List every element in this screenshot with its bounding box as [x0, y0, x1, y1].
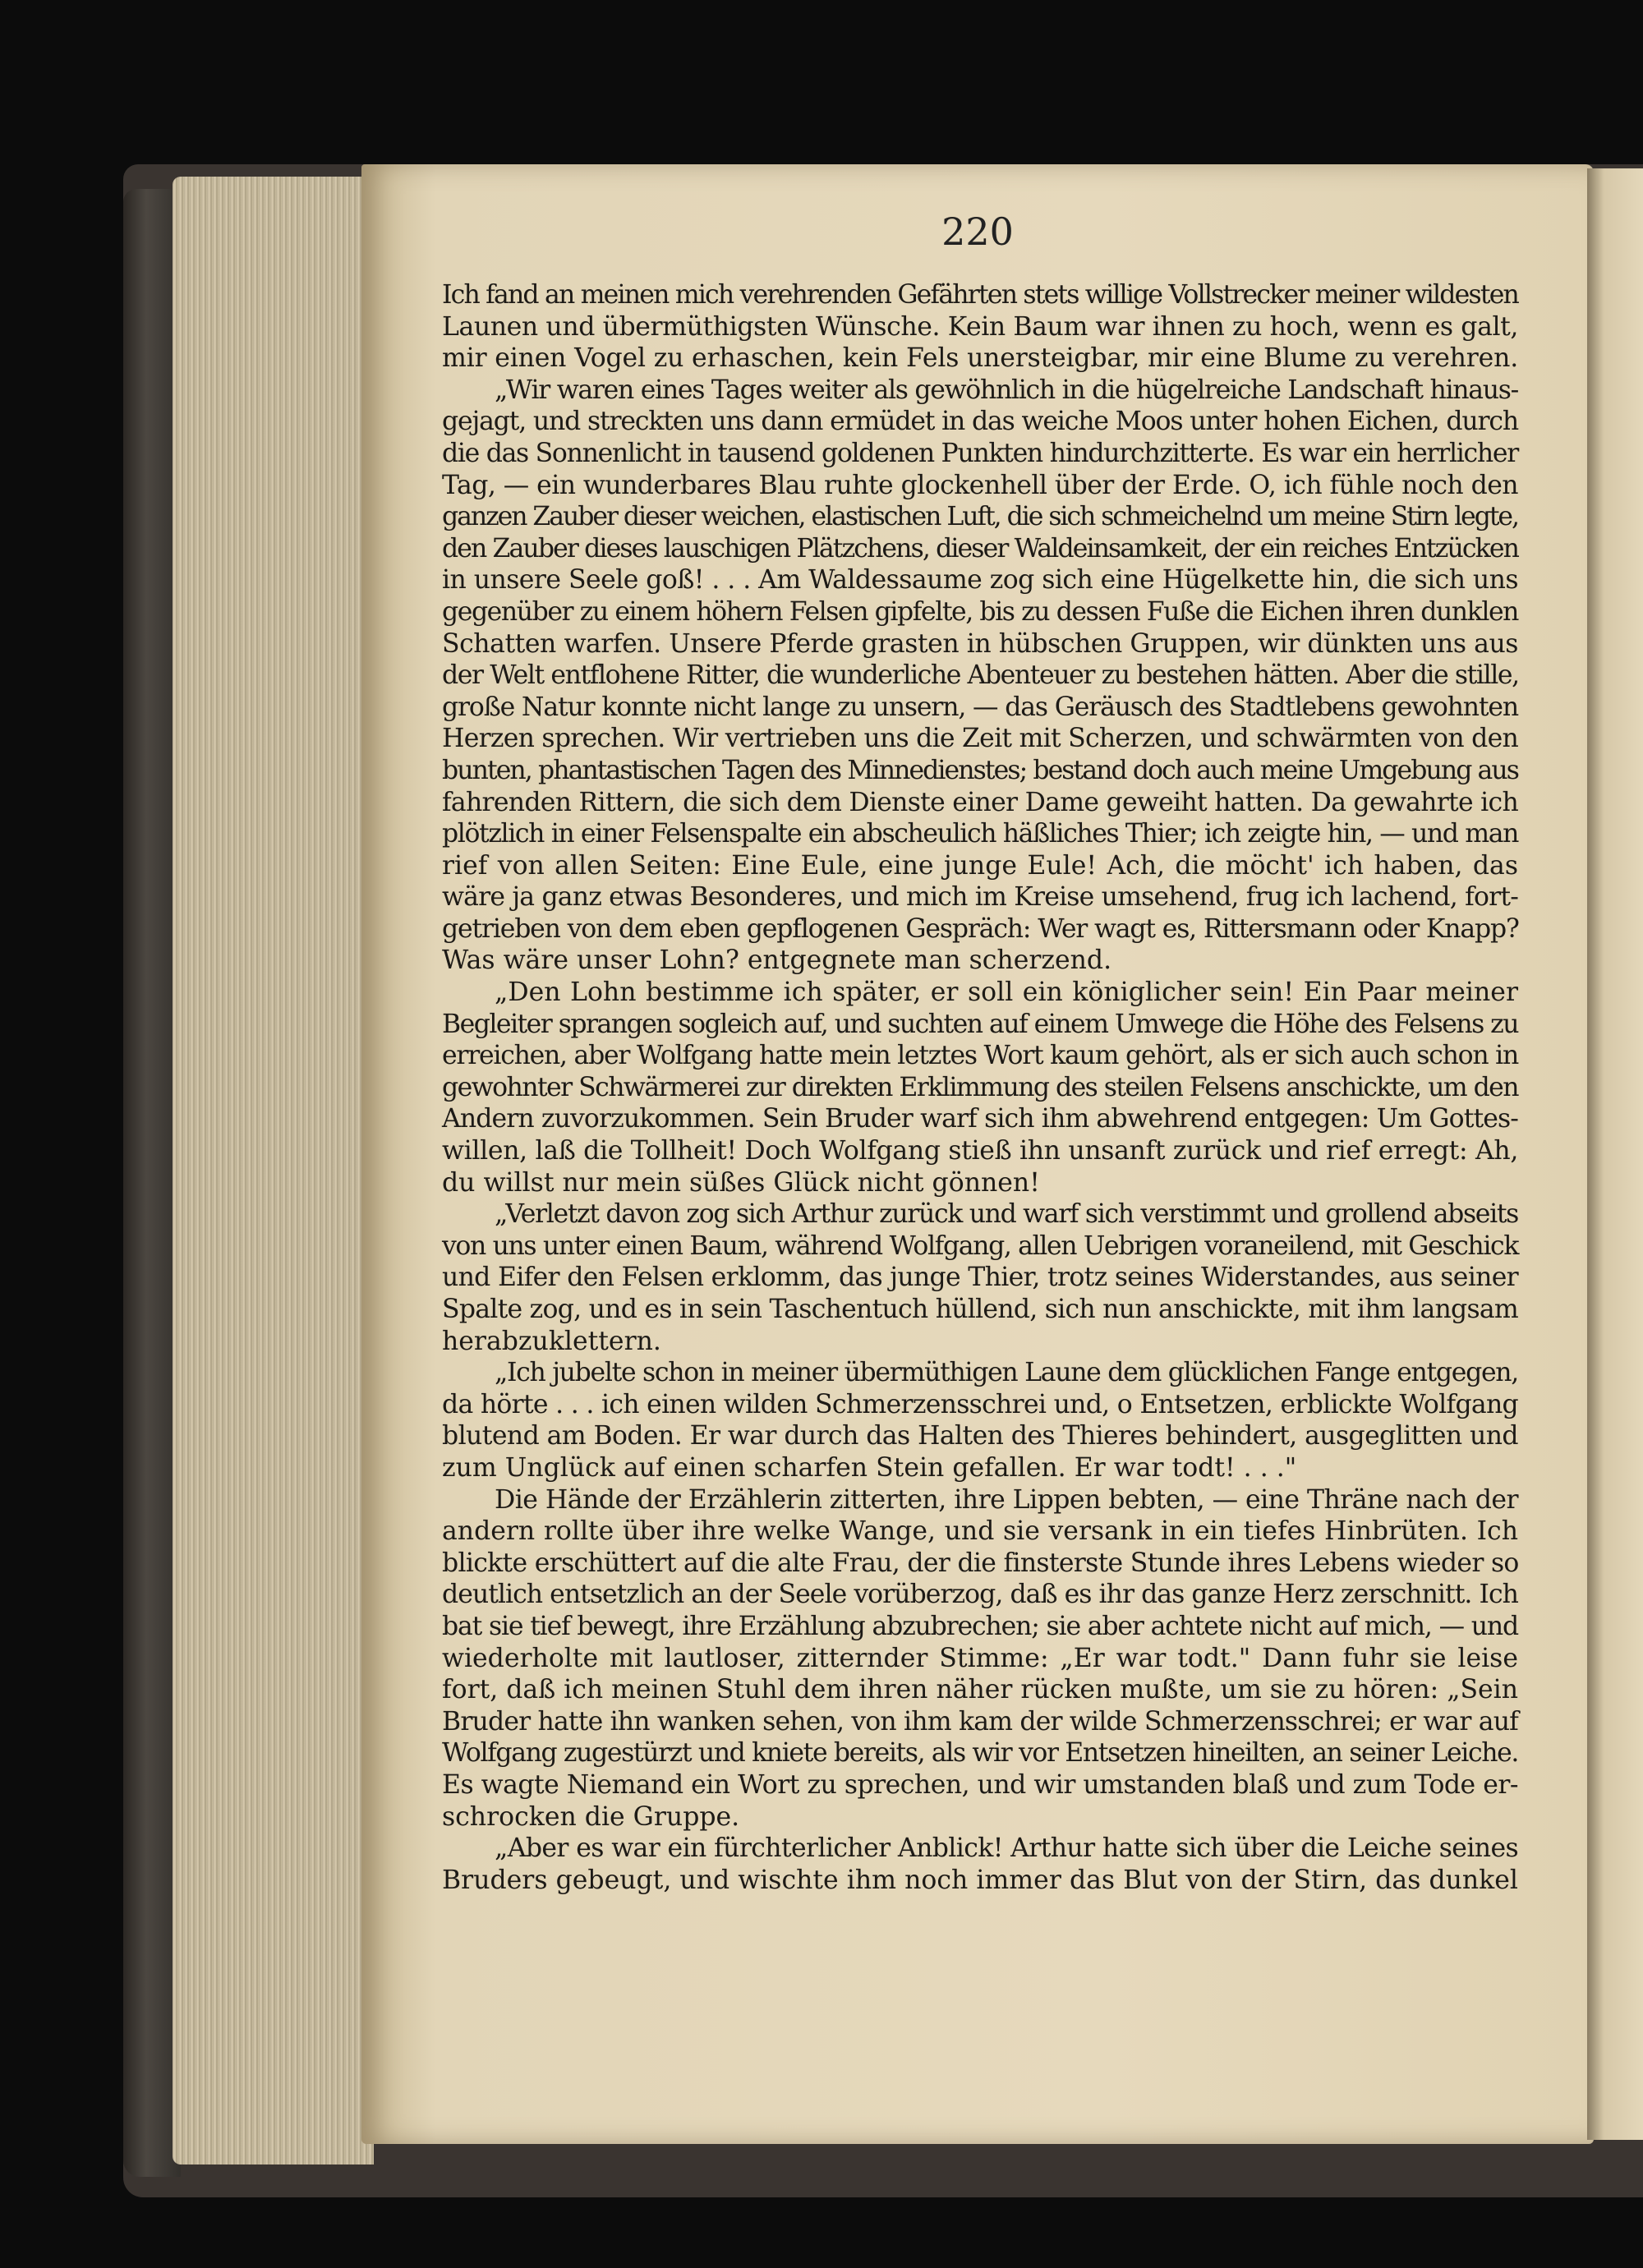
text-line: du willst nur mein süßes Glück nicht gönnen! — [442, 1167, 1040, 1198]
text-line: fahrenden Rittern, die sich dem Dienste einer Dame geweiht hatten. Da gewahrte ich — [442, 787, 1518, 817]
page-number: 220 — [941, 209, 1014, 254]
facing-page-edge — [1587, 168, 1643, 2140]
text-line: in unsere Seele goß! . . . Am Waldessaume zog sich eine Hügelkette hin, die sich uns — [442, 565, 1518, 596]
page-text — [442, 279, 1518, 1930]
text-line: Spalte zog, und es in sein Taschentuch hüllend, sich nun anschickte, mit ihm langsam — [442, 1295, 1518, 1324]
text-line: bat sie tief bewegt, ihre Erzählung abzubrechen; sie aber achtete nicht auf mich, — und — [442, 1611, 1518, 1641]
text-line: Andern zuvorzukommen. Sein Bruder warf sich ihm abwehrend entgegen: Um Gottes- — [442, 1104, 1519, 1134]
text-line: Launen und übermüthigsten Wünsche. Kein Baum war ihnen zu hoch, wenn es galt, — [442, 311, 1518, 342]
text-line: herabzuklettern. — [442, 1326, 661, 1356]
text-line: getrieben von dem eben gepflogenen Gespräch: Wer wagt es, Rittersmann oder Knapp? — [442, 913, 1519, 944]
text-line: Die Hände der Erzählerin zitterten, ihre Lippen bebten, — eine Thräne nach der — [495, 1484, 1519, 1515]
text-line: wäre ja ganz etwas Besonderes, und mich im Kreise umsehend, frug ich lachend, fort- — [442, 882, 1519, 913]
text-line: mir einen Vogel zu erhaschen, kein Fels unersteigbar, mir eine Blume zu verehren. — [442, 343, 1519, 374]
text-line: Bruder hatte ihn wanken sehen, von ihm kam der wilde Schmerzensschrei; er war auf — [442, 1706, 1519, 1737]
text-line: blickte erschüttert auf die alte Frau, der die finsterste Stunde ihres Lebens wieder so — [442, 1548, 1519, 1578]
text-line: ganzen Zauber dieser weichen, elastischen Luft, die sich schmeichelnd um meine Stirn legte, — [442, 502, 1518, 532]
text-line: Es wagte Niemand ein Wort zu sprechen, und wir umstanden blaß und zum Tode er- — [442, 1769, 1518, 1800]
text-line: von uns unter einen Baum, während Wolfgang, allen Uebrigen voraneilend, mit Geschick — [442, 1231, 1519, 1261]
text-line: rief von allen Seiten: Eine Eule, eine junge Eule! Ach, die möcht' ich haben, das — [442, 850, 1518, 881]
text-line: große Natur konnte nicht lange zu unsern, — das Geräusch des Stadtlebens gewohnten — [442, 692, 1519, 722]
text-line: „Wir waren eines Tages weiter als gewöhnlich in die hügelreiche Landschaft hinaus- — [495, 375, 1518, 405]
text-line: da hörte . . . ich einen wilden Schmerzensschrei und, o Entsetzen, erblickte Wolfgang — [442, 1389, 1518, 1419]
text-line: deutlich entsetzlich an der Seele vorüberzog, daß es ihr das ganze Herz zerschnitt. Ich — [442, 1580, 1518, 1610]
text-line: gejagt, und streckten uns dann ermüdet in das weiche Moos unter hohen Eichen, durch — [442, 407, 1519, 437]
text-line: der Welt entflohene Ritter, die wunderliche Abenteuer zu bestehen hätten. Aber die stille, — [442, 660, 1519, 691]
text-line: „Aber es war ein fürchterlicher Anblick! Arthur hatte sich über die Leiche seines — [495, 1833, 1519, 1864]
text-line: „Den Lohn bestimme ich später, er soll ein königlicher sein! Ein Paar meiner — [495, 978, 1518, 1008]
text-line: Tag, — ein wunderbares Blau ruhte glockenhell über der Erde. O, ich fühle noch den — [442, 470, 1519, 500]
text-line: fort, daß ich meinen Stuhl dem ihren näher rücken mußte, um sie zu hören: „Sein — [442, 1675, 1518, 1705]
text-line: gegenüber zu einem höhern Felsen gipfelte, bis zu dessen Fuße die Eichen ihren dunklen — [442, 596, 1519, 627]
text-line: willen, laß die Tollheit! Doch Wolfgang stieß ihn unsanft zurück und rief erregt: Ah, — [442, 1136, 1519, 1166]
text-line: Ich fand an meinen mich verehrenden Gefährten stets willige Vollstrecker meiner wildesten — [442, 280, 1518, 310]
text-line: wiederholte mit lautloser, zitternder Stimme: „Er war todt." Dann fuhr sie leise — [442, 1643, 1518, 1673]
text-line: „Verletzt davon zog sich Arthur zurück und warf sich verstimmt und grollend abseits — [495, 1199, 1518, 1230]
text-line: „Ich jubelte schon in meiner übermüthigen Laune dem glücklichen Fange entgegen, — [495, 1358, 1519, 1388]
text-line: blutend am Boden. Er war durch das Halten des Thieres behindert, ausgeglitten und — [442, 1421, 1519, 1451]
text-line: Schatten warfen. Unsere Pferde grasten in hübschen Gruppen, wir dünkten uns aus — [442, 628, 1518, 659]
text-line: schrocken die Gruppe. — [442, 1801, 740, 1832]
text-line: bunten, phantastischen Tagen des Minnedienstes; bestand doch auch meine Umgebung aus — [442, 755, 1518, 785]
text-line: Bruders gebeugt, und wischte ihm noch immer das Blut von der Stirn, das dunkel — [442, 1865, 1518, 1895]
text-line: Was wäre unser Lohn? entgegnete man scherzend. — [442, 945, 1112, 976]
text-line: Herzen sprechen. Wir vertrieben uns die Zeit mit Scherzen, und schwärmten von den — [442, 724, 1518, 754]
text-line: den Zauber dieses lauschigen Plätzchens, dieser Waldeinsamkeit, der ein reiches Entzücken — [442, 533, 1518, 564]
text-line: die das Sonnenlicht in tausend goldenen Punkten hindurchzitterte. Es war ein herrlicher — [442, 438, 1518, 468]
text-line: erreichen, aber Wolfgang hatte mein letztes Wort kaum gehört, als er sich auch schon in — [442, 1041, 1518, 1071]
text-line: und Eifer den Felsen erklomm, das junge Thier, trotz seines Widerstandes, aus seiner — [442, 1263, 1519, 1293]
text-line: zum Unglück auf einen scharfen Stein gefallen. Er war todt! . . ." — [442, 1452, 1297, 1483]
text-line: plötzlich in einer Felsenspalte ein abscheulich häßliches Thier; ich zeigte hin, — und man — [442, 819, 1518, 849]
text-line: gewohnter Schwärmerei zur direkten Erklimmung des steilen Felsens anschickte, um den — [442, 1072, 1518, 1102]
text-line: andern rollte über ihre welke Wange, und sie versank in ein tiefes Hinbrüten. Ich — [442, 1516, 1518, 1547]
text-line: Wolfgang zugestürzt und kniete bereits, als wir vor Entsetzen hineilten, an seiner Leiche. — [442, 1738, 1519, 1769]
page-edges — [173, 177, 374, 2164]
text-line: Begleiter sprangen sogleich auf, und suchten auf einem Umwege die Höhe des Felsens zu — [442, 1009, 1518, 1039]
